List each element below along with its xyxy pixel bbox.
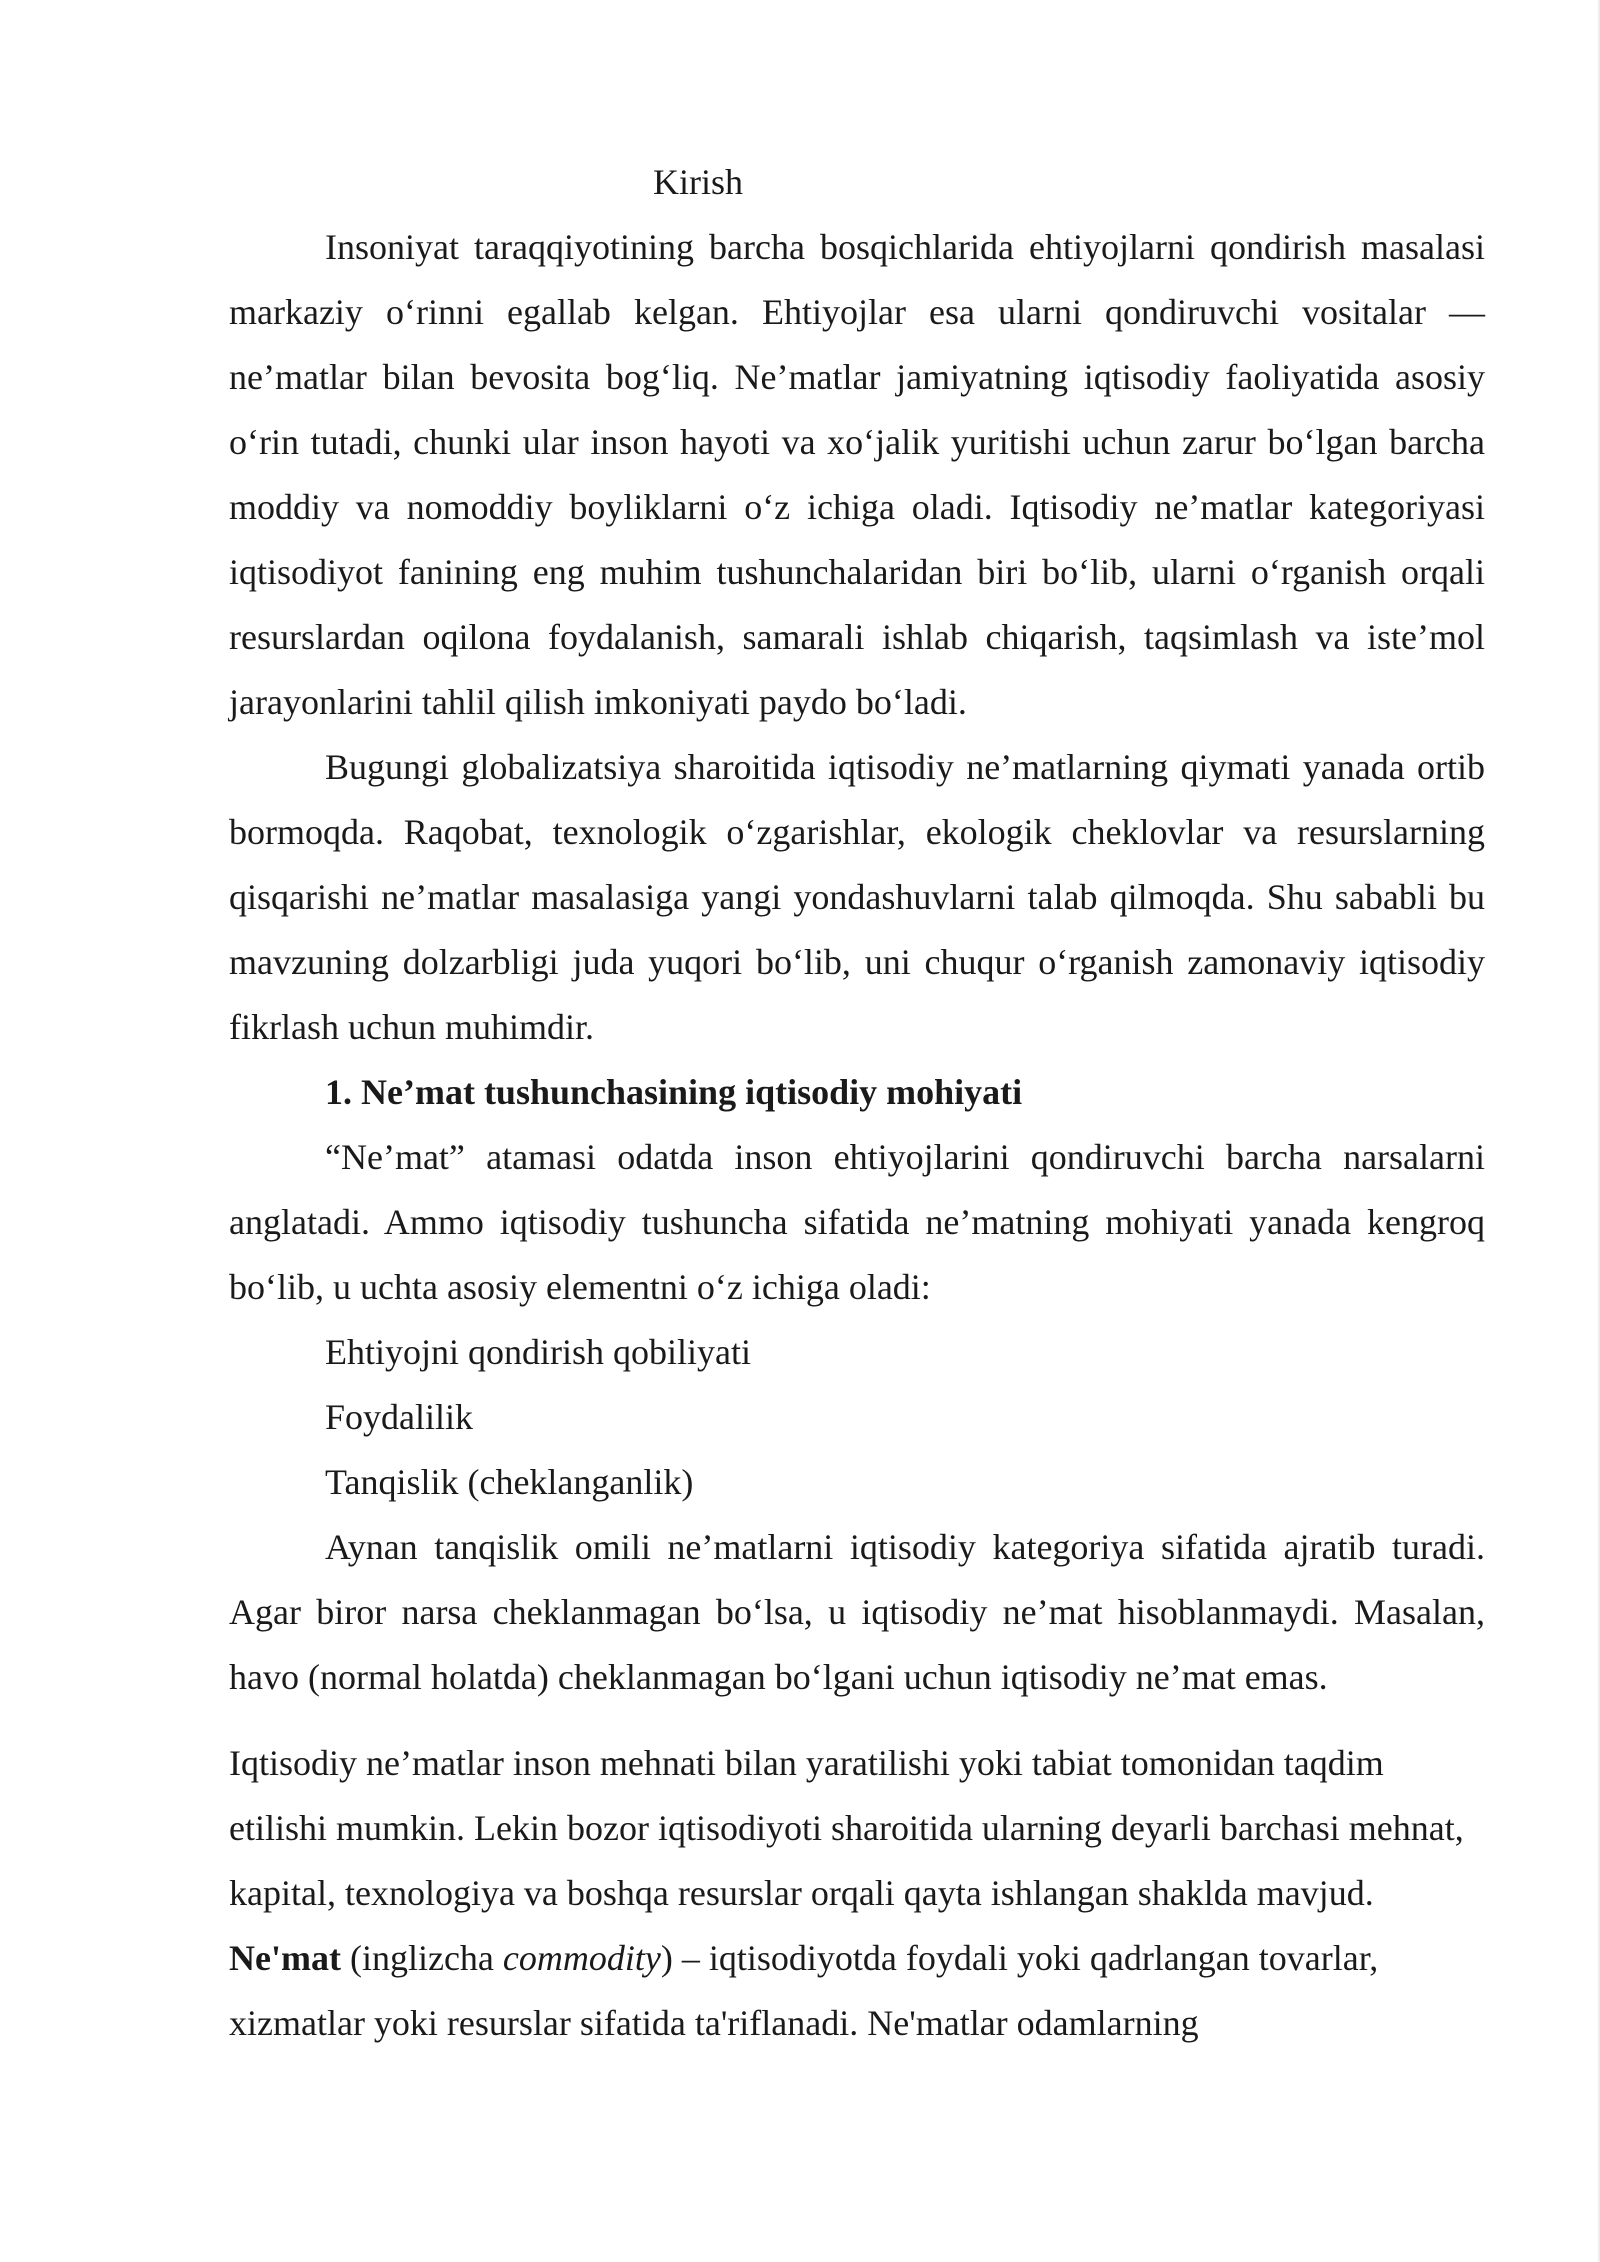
list-item: Tanqislik (cheklanganlik) bbox=[325, 1462, 694, 1502]
term-bold: Ne'mat bbox=[229, 1938, 341, 1978]
page-title: Kirish bbox=[653, 162, 743, 202]
intro-paragraph-2: Bugungi globalizatsiya sharoitida iqtisodiy ne’matlarning qiymati yanada ortib bormoqda. Raqobat, texnologik o‘zgarishlar, ekologik cheklovlar va resurslarning qisqarishi ne’matlar masalasiga yangi yondashuvlarni talab qilmoqda. Shu sababli bu mavzuning dolzarbligi juda yuqori bo‘lib, uni chuqur o‘rganish zamonaviy iqtisodiy fikrlash uchun muhimdir. bbox=[229, 747, 1485, 1047]
final-paragraph-text: (inglizcha bbox=[340, 1938, 503, 1978]
final-paragraph-text: ) – iqtisodiyotda foydali yoki qadrlangan tovarlar, xizmatlar yoki resurslar sifatida ta'riflanadi. Ne'matlar odamlarning bbox=[229, 1938, 1379, 2043]
intro-paragraph-1: Insoniyat taraqqiyotining barcha bosqichlarida ehtiyojlarni qondirish masalasi markaziy o‘rinni egallab kelgan. Ehtiyojlar esa ularni qondiruvchi vositalar — ne’matlar bilan bevosita bog‘liq. Ne’matlar jamiyatning iqtisodiy faoliyatida asosiy o‘rin tutadi, chunki ular inson hayoti va xo‘jalik yuritishi uchun zarur bo‘lgan barcha moddiy va nomoddiy boyliklarni o‘z ichiga oladi. Iqtisodiy ne’matlar kategoriyasi iqtisodiyot fanining eng muhim tushunchalaridan biri bo‘lib, ularni o‘rganish orqali resurslardan oqilona foydalanish, samarali ishlab chiqarish, taqsimlash va iste’mol jarayonlarini tahlil qilish imkoniyati paydo bo‘ladi. bbox=[229, 227, 1485, 722]
term-english-italic: commodity bbox=[502, 1938, 661, 1978]
final-paragraph bbox=[229, 1731, 1485, 2056]
section-paragraph-2: Aynan tanqislik omili ne’matlarni iqtisodiy kategoriya sifatida ajratib turadi. Agar biror narsa cheklanmagan bo‘lsa, u iqtisodiy ne’mat hisoblanmaydi. Masalan, havo (normal holatda) cheklanmagan bo‘lgani uchun iqtisodiy ne’mat emas. bbox=[229, 1527, 1485, 1697]
final-paragraph-text: Iqtisodiy ne’matlar inson mehnati bilan yaratilishi yoki tabiat tomonidan taqdim etilishi mumkin. Lekin bozor iqtisodiyoti sharoitida ularning deyarli barchasi mehnat, kapital, texnologiya va boshqa resurslar orqali qayta ishlangan shaklda mavjud. bbox=[229, 1743, 1464, 1913]
document-body bbox=[229, 150, 1485, 2056]
section-paragraph-1: “Ne’mat” atamasi odatda inson ehtiyojlarini qondiruvchi barcha narsalarni anglatadi. Ammo iqtisodiy tushuncha sifatida ne’matning mohiyati yanada kengroq bo‘lib, u uchta asosiy elementni o‘z ichiga oladi: bbox=[229, 1137, 1485, 1307]
list-item: Foydalilik bbox=[325, 1397, 474, 1437]
list-item: Ehtiyojni qondirish qobiliyati bbox=[325, 1332, 751, 1372]
section-heading: 1. Ne’mat tushunchasining iqtisodiy mohiyati bbox=[325, 1072, 1023, 1112]
